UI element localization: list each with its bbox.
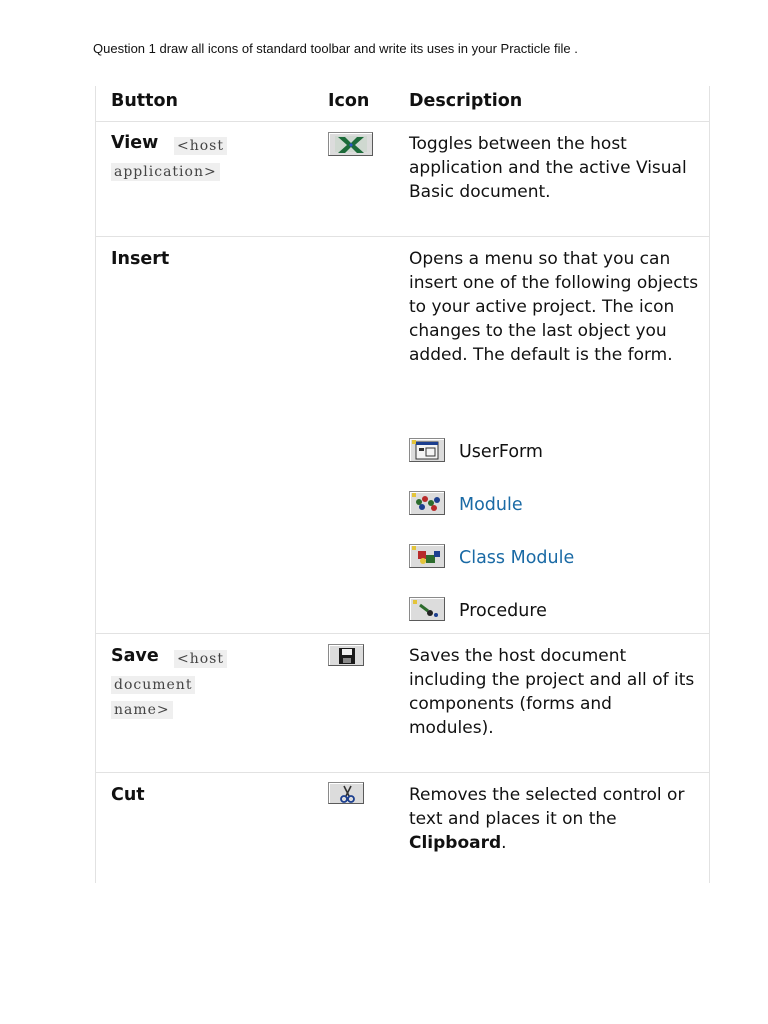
description-save: Saves the host document including the project and all of its components (forms and modules).: [409, 646, 695, 738]
code-name: name>: [111, 701, 173, 719]
table-header-row: [96, 86, 709, 122]
description-cut-text: Removes the selected control or text and places it on the: [409, 785, 685, 829]
code-application: application>: [111, 163, 220, 181]
question-text: Question 1 draw all icons of standard toolbar and write its uses in your Practicle file .: [93, 41, 578, 56]
description-cut-period: .: [501, 833, 507, 853]
class-module-icon[interactable]: [409, 544, 445, 568]
description-cut: [409, 783, 699, 855]
floppy-disk-icon[interactable]: [328, 644, 364, 666]
scissors-icon[interactable]: [328, 782, 364, 804]
button-name-cut: Cut: [111, 785, 145, 805]
header-icon: Icon: [328, 91, 370, 111]
userform-icon[interactable]: [409, 438, 445, 462]
insert-item-userform: UserForm: [459, 442, 543, 462]
description-insert: Opens a menu so that you can insert one of the following objects to your active project. The icon changes to the last object you added. The default is the form.: [409, 249, 699, 365]
excel-view-icon[interactable]: [328, 132, 373, 156]
table-row-cut: [96, 773, 709, 883]
module-icon[interactable]: [409, 491, 445, 515]
table-row-view: [96, 122, 709, 237]
code-document: document: [111, 676, 195, 694]
code-host: <host: [174, 137, 227, 155]
procedure-icon[interactable]: [409, 597, 445, 621]
clipboard-term: Clipboard: [409, 833, 502, 853]
code-host: <host: [174, 650, 227, 668]
standard-toolbar-table: [95, 86, 710, 883]
header-button: Button: [111, 91, 179, 111]
insert-item-procedure: Procedure: [459, 601, 547, 621]
description-view: Toggles between the host application and the active Visual Basic document.: [409, 134, 687, 202]
button-name-insert: Insert: [111, 249, 170, 269]
insert-item-module[interactable]: Module: [459, 495, 523, 515]
insert-item-class-module[interactable]: Class Module: [459, 548, 575, 568]
table-row-save: [96, 634, 709, 773]
button-name-view: View: [111, 133, 159, 153]
header-description: Description: [409, 91, 523, 111]
table-row-insert: [96, 237, 709, 634]
button-name-save: Save: [111, 646, 159, 666]
